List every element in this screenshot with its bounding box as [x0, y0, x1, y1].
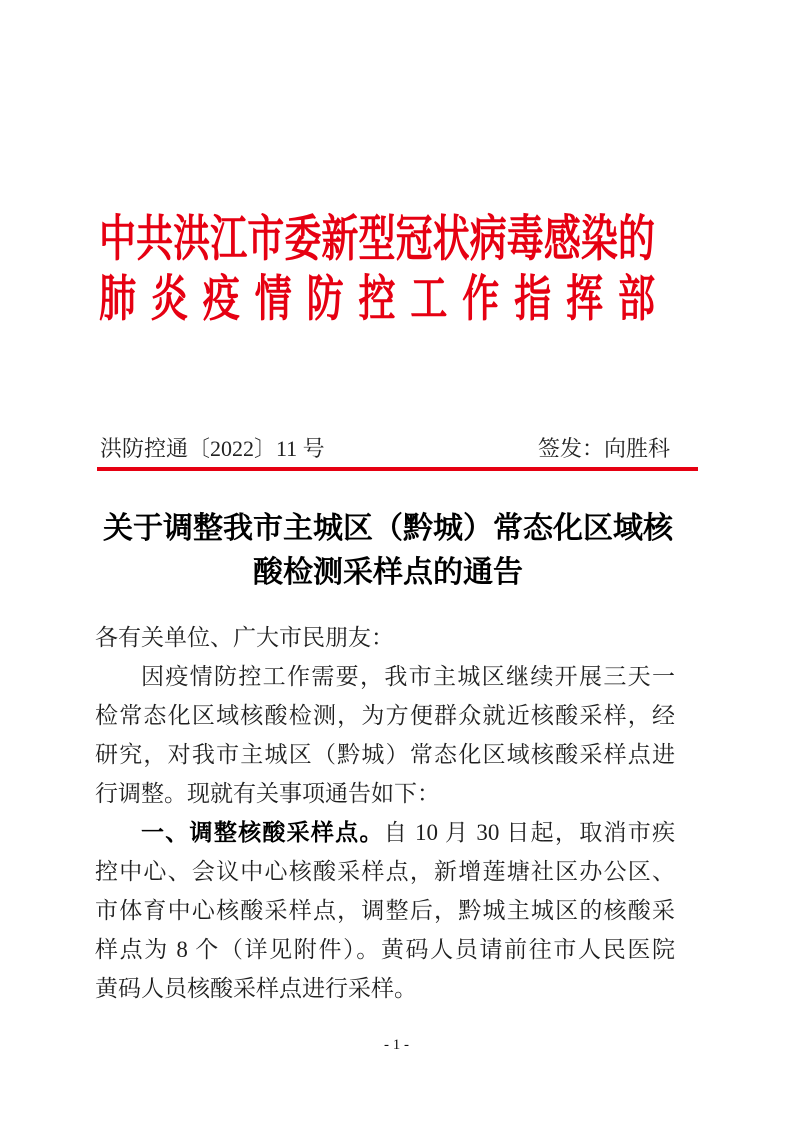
doc-info-row — [100, 436, 670, 462]
document-title-line2: 酸检测采样点的通告 — [253, 556, 523, 589]
body-line: 检常态化区域核酸检测，为方便群众就近核酸采样，经 — [95, 703, 675, 728]
body-line: 行调整。现就有关事项通告如下： — [95, 781, 440, 806]
page-number: - 1 - — [384, 1037, 409, 1053]
letterhead-line2: 肺炎疫情防控工作指挥部 — [99, 271, 655, 327]
document-title-line1: 关于调整我市主城区（黔城）常态化区域核 — [103, 512, 673, 545]
body-line — [95, 813, 675, 852]
body-line: 控中心、会议中心核酸采样点，新增莲塘社区办公区、 — [95, 859, 675, 884]
body-line: 因疫情防控工作需要，我市主城区继续开展三天一 — [141, 664, 675, 689]
document-body — [95, 618, 675, 1008]
body-line: 黄码人员核酸采样点进行采样。 — [95, 976, 417, 1001]
section-heading-bold: 一、调整核酸采样点。 — [141, 819, 384, 845]
body-line: 样点为 8 个（详见附件）。黄码人员请前往市人民医院 — [95, 937, 675, 962]
letterhead-line1: 中共洪江市委新型冠状病毒感染的 — [99, 211, 655, 267]
body-line: 市体育中心核酸采样点，调整后，黔城主城区的核酸采 — [95, 898, 675, 923]
doc-number: 洪防控通〔2022〕11 号 — [100, 436, 325, 461]
red-separator-line — [97, 467, 698, 471]
letterhead — [99, 209, 655, 329]
body-line: 研究，对我市主城区（黔城）常态化区域核酸采样点进 — [95, 742, 675, 767]
body-line-text: 自 10 月 30 日起，取消市疾 — [383, 820, 676, 845]
document-title — [98, 507, 678, 595]
issuer-signature: 签发：向胜科 — [537, 436, 670, 461]
salutation: 各有关单位、广大市民朋友： — [95, 625, 394, 650]
